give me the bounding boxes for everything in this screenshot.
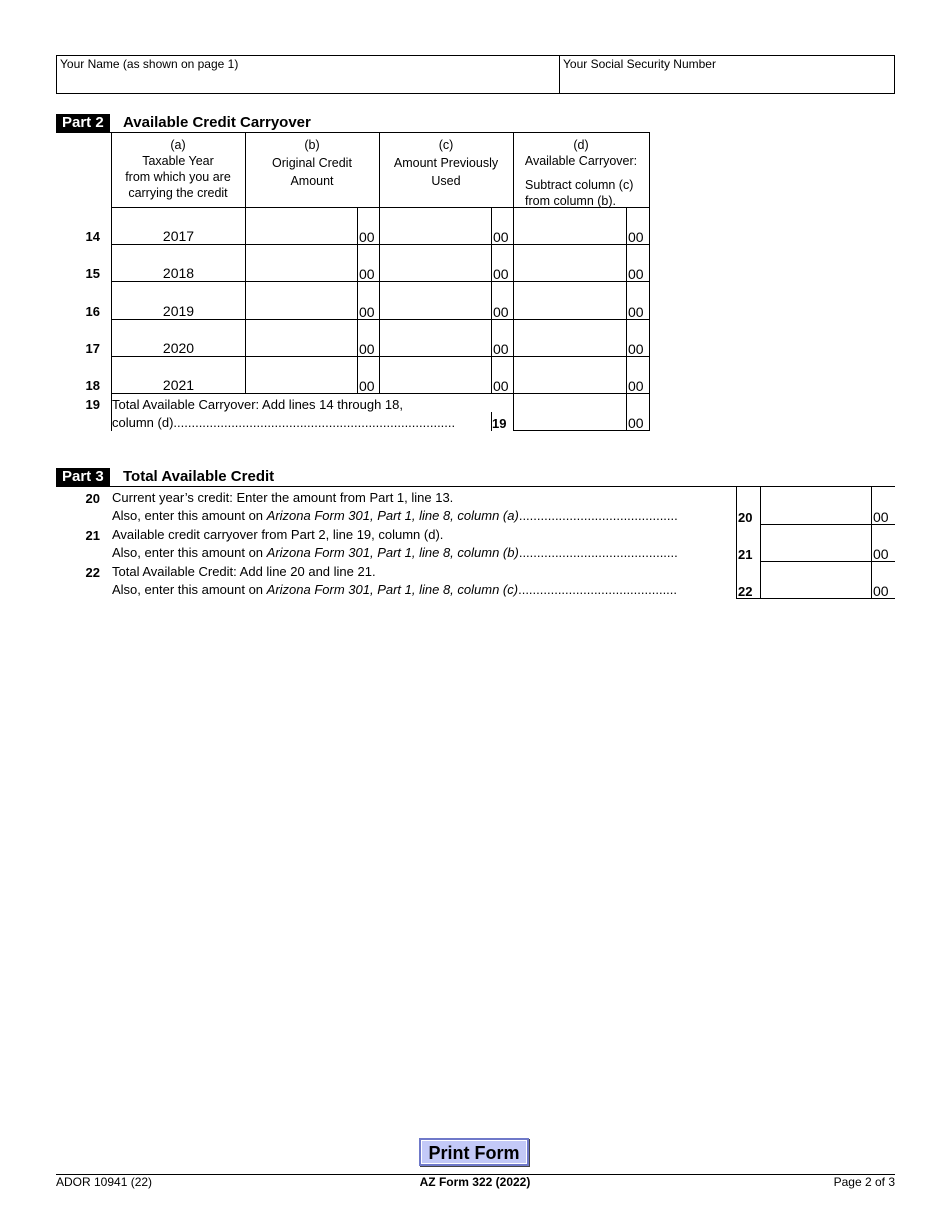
name-field[interactable] [56, 55, 560, 94]
form-title: AZ Form 322 (2022) [419, 1175, 531, 1189]
row-year: 2019 [162, 303, 195, 319]
col-a-header: (a) Taxable Year from which you are carrying the credit [125, 138, 231, 200]
available-carryover-input[interactable] [516, 375, 626, 392]
ssn-field[interactable] [559, 55, 895, 94]
cents: 00 [873, 509, 889, 525]
cents: 00 [628, 378, 644, 394]
line-description: Available credit carryover from Part 2, line 19, column (d). Also, enter this amount on Arizona Form 301, Part 1, line 8, column (b)............................................ [112, 527, 678, 560]
original-credit-input[interactable] [248, 301, 357, 318]
cents: 00 [628, 229, 644, 245]
part3-title: Total Available Credit [123, 468, 275, 485]
cents: 00 [873, 546, 889, 562]
row-year: 2018 [162, 265, 195, 281]
line-description: Current year’s credit: Enter the amount from Part 1, line 13. Also, enter this amount on Arizona Form 301, Part 1, line 8, column (a)............................................ [112, 490, 678, 523]
cents: 00 [628, 415, 644, 431]
part2-title: Available Credit Carryover [123, 114, 311, 131]
cents: 00 [359, 341, 375, 357]
part2-badge: Part 2 [56, 114, 110, 132]
available-carryover-input[interactable] [516, 338, 626, 355]
cents: 00 [493, 266, 509, 282]
name-label: Your Name (as shown on page 1) [60, 57, 239, 71]
cents: 00 [873, 583, 889, 599]
row-year: 2020 [162, 340, 195, 356]
cents: 00 [628, 266, 644, 282]
row-year: 2021 [162, 377, 195, 393]
line-19-text: Total Available Carryover: Add lines 14 through 18, column (d).............................................................................. [112, 397, 456, 430]
ssn-label: Your Social Security Number [563, 57, 716, 71]
row-number: 14 [85, 229, 100, 244]
total-credit-input[interactable] [763, 580, 871, 597]
cents: 00 [493, 304, 509, 320]
line-19-number: 19 [85, 397, 100, 412]
cents: 00 [493, 229, 509, 245]
cents: 00 [493, 341, 509, 357]
amount-used-input[interactable] [382, 226, 491, 243]
line-19-box: 19 [492, 416, 507, 431]
line-number: 20 [85, 491, 100, 506]
cents: 00 [628, 341, 644, 357]
total-carryover-input[interactable] [516, 412, 626, 429]
original-credit-input[interactable] [248, 263, 357, 280]
cents: 00 [359, 378, 375, 394]
page-number: Page 2 of 3 [833, 1175, 895, 1189]
line-box: 20 [738, 510, 753, 525]
col-c-header: (c) Amount Previously Used [393, 138, 499, 188]
row-number: 16 [85, 304, 100, 319]
available-carryover-input[interactable] [516, 301, 626, 318]
carryover-credit-input[interactable] [763, 543, 871, 560]
col-b-header: (b) Original Credit Amount [272, 138, 352, 188]
original-credit-input[interactable] [248, 375, 357, 392]
available-carryover-input[interactable] [516, 226, 626, 243]
original-credit-input[interactable] [248, 338, 357, 355]
original-credit-input[interactable] [248, 226, 357, 243]
line-number: 22 [85, 565, 100, 580]
print-form-button[interactable]: Print Form [419, 1138, 529, 1166]
row-number: 17 [85, 341, 100, 356]
amount-used-input[interactable] [382, 263, 491, 280]
cents: 00 [628, 304, 644, 320]
available-carryover-input[interactable] [516, 263, 626, 280]
line-description: Total Available Credit: Add line 20 and line 21. Also, enter this amount on Arizona Form 301, Part 1, line 8, column (c)............................................ [112, 564, 678, 597]
amount-used-input[interactable] [382, 375, 491, 392]
line-box: 21 [738, 547, 753, 562]
cents: 00 [493, 378, 509, 394]
line-box: 22 [738, 584, 753, 599]
part3-badge: Part 3 [56, 468, 110, 486]
row-number: 15 [85, 266, 100, 281]
amount-used-input[interactable] [382, 301, 491, 318]
col-d-header: (d) Available Carryover: Subtract column (c) from column (b). [524, 138, 638, 208]
cents: 00 [359, 229, 375, 245]
row-year: 2017 [162, 228, 195, 244]
cents: 00 [359, 266, 375, 282]
amount-used-input[interactable] [382, 338, 491, 355]
cents: 00 [359, 304, 375, 320]
line-number: 21 [85, 528, 100, 543]
current-credit-input[interactable] [763, 506, 871, 523]
form-number: ADOR 10941 (22) [56, 1175, 153, 1189]
row-number: 18 [85, 378, 100, 393]
